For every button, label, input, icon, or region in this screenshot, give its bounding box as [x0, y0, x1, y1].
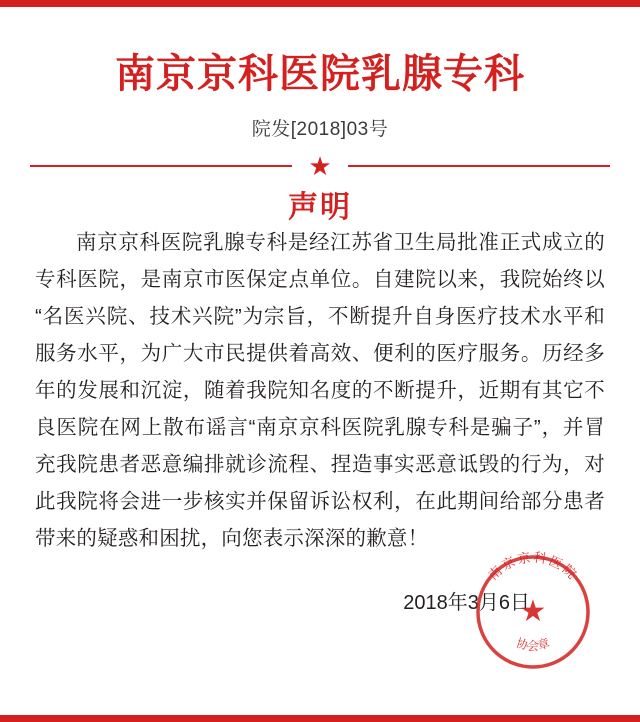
- signature-date: 2018年3月6日: [403, 592, 530, 614]
- document-number: 院发[2018]03号: [251, 119, 389, 140]
- svg-text:★: ★: [519, 595, 547, 628]
- section-title: 声明: [288, 191, 352, 224]
- divider-line-left: [30, 165, 292, 167]
- divider-line-right: [348, 165, 610, 167]
- svg-text:协会章: 协会章: [514, 635, 552, 653]
- divider: [30, 151, 610, 181]
- top-red-rule: [0, 0, 640, 7]
- page-title: 南京京科医院乳腺专科: [115, 52, 525, 96]
- star-icon: ★: [308, 151, 332, 181]
- svg-text:南京京科医院: 南京京科医院: [485, 549, 581, 583]
- bottom-red-rule: [0, 715, 640, 722]
- statement-body: 南京京科医院乳腺专科是经江苏省卫生局批准正式成立的专科医院，是南京市医保定点单位。自建院以来，我院始终以“名医兴院、技术兴院”为宗旨，不断提升自身医疗技术水平和服务水平，为广大市民提供着高效、便利的医疗服务。历经多年的发展和沉淀，随着我院知名度的不断提升，近期有其它不良医院在网上散布谣言“南京京科医院乳腺专科是骗子”，并冒充我院患者恶意编排就诊流程、捏造事实恶意诋毁的行为，对此我院将会进一步核实并保留诉讼权利，在此期间给部分患者带来的疑惑和困扰，向您表示深深的歉意！: [35, 231, 605, 550]
